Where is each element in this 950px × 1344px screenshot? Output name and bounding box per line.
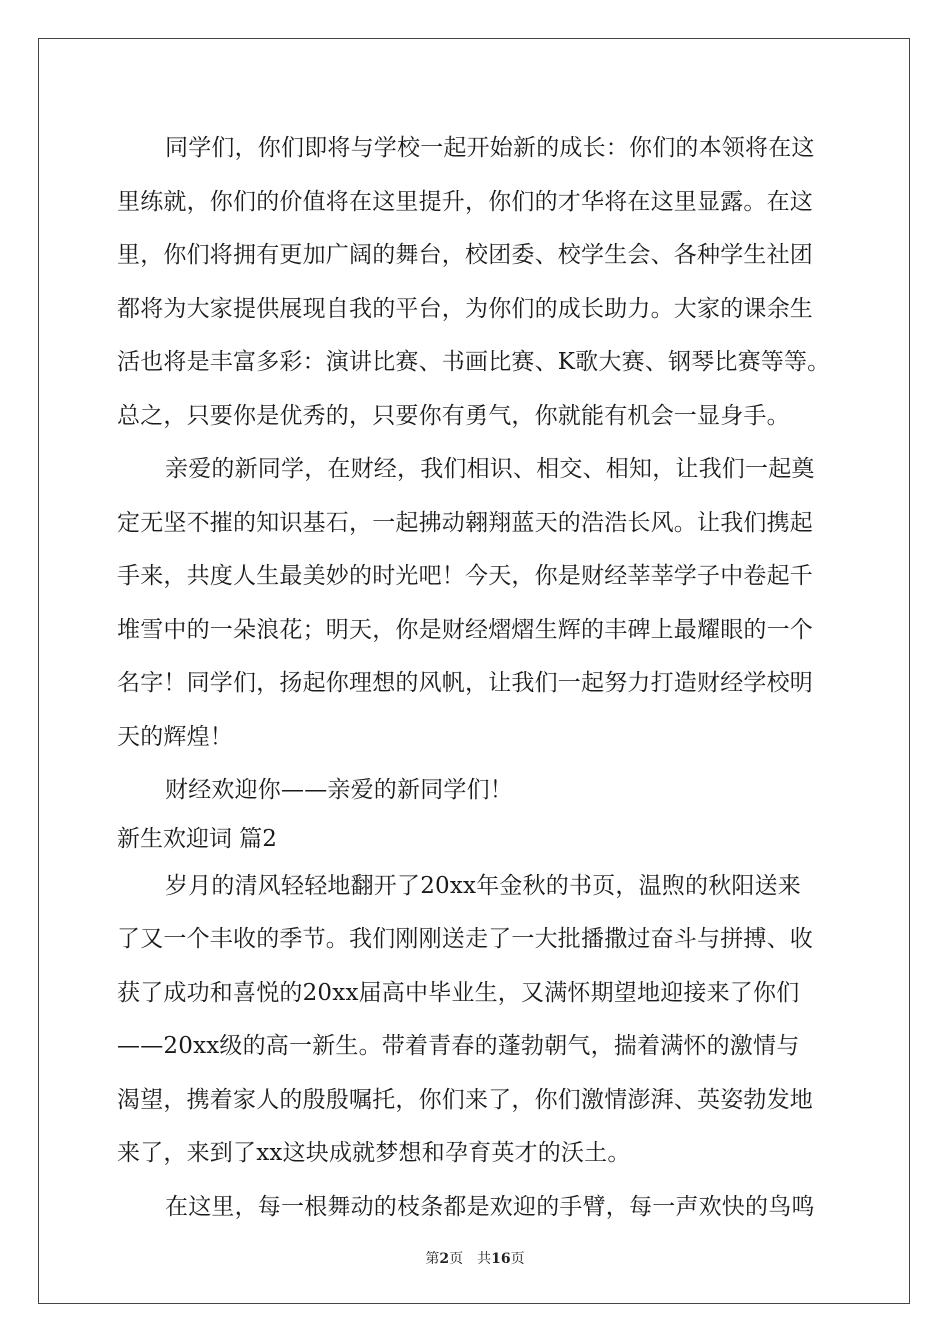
paragraph-4-line: 获了成功和喜悦的20xx届高中毕业生，又满怀期望地迎接来了你们 <box>117 979 800 1006</box>
paragraph-1-line: 活也将是丰富多彩：演讲比赛、书画比赛、K歌大赛、钢琴比赛等等。 <box>117 349 831 375</box>
paragraph-3-line: 财经欢迎你——亲爱的新同学们！ <box>165 777 513 803</box>
paragraph-4-line: 了又一个丰收的季节。我们刚刚送走了一大批播撒过奋斗与拼搏、收 <box>117 926 813 952</box>
paragraph-1-line: 里练就，你们的价值将在这里提升，你们的才华将在这里显露。在这 <box>117 188 813 215</box>
paragraph-1-line: 都将为大家提供展现自我的平台，为你们的成长助力。大家的课余生 <box>117 295 813 322</box>
paragraph-5-line: 在这里，每一根舞动的枝条都是欢迎的手臂，每一声欢快的鸟鸣 <box>165 1193 815 1220</box>
paragraph-2-line: 天的辉煌！ <box>117 723 233 750</box>
footer-page-number: 2 <box>439 1251 450 1267</box>
paragraph-2-line: 定无坚不摧的知识基石，一起拂动翱翔蓝天的浩浩长风。让我们携起 <box>117 509 813 536</box>
paragraph-2-line: 亲爱的新同学，在财经，我们相识、相交、相知，让我们一起奠 <box>165 456 815 482</box>
section-heading: 新生欢迎词 篇2 <box>117 825 277 852</box>
footer-total-pages: 16 <box>491 1251 511 1267</box>
footer-suffix: 页 <box>510 1251 525 1267</box>
paragraph-2-line: 手来，共度人生最美妙的时光吧！今天，你是财经莘莘学子中卷起千 <box>117 563 813 589</box>
paragraph-2-line: 堆雪中的一朵浪花；明天，你是财经熠熠生辉的丰碑上最耀眼的一个 <box>117 616 813 643</box>
footer-mid: 页 共 <box>449 1251 492 1267</box>
paragraph-1-line: 总之，只要你是优秀的，只要你有勇气，你就能有机会一显身手。 <box>117 402 790 429</box>
paragraph-4-line: ——20xx级的高一新生。带着青春的蓬勃朝气，揣着满怀的激情与 <box>117 1033 800 1059</box>
paragraph-4-line: 渴望，携着家人的殷殷嘱托，你们来了，你们激情澎湃、英姿勃发地 <box>117 1086 813 1113</box>
paragraph-1-line: 同学们，你们即将与学校一起开始新的成长：你们的本领将在这 <box>165 135 815 161</box>
paragraph-2-line: 名字！同学们，扬起你理想的风帆，让我们一起努力打造财经学校明 <box>117 670 813 696</box>
page-footer <box>0 1248 950 1268</box>
footer-prefix: 第 <box>425 1251 440 1267</box>
paragraph-4-line: 来了，来到了xx这块成就梦想和孕育英才的沃土。 <box>117 1140 631 1166</box>
paragraph-4-line: 岁月的清风轻轻地翻开了20xx年金秋的书页，温煦的秋阳送来 <box>165 872 802 899</box>
document-body <box>117 122 837 1234</box>
paragraph-1-line: 里，你们将拥有更加广阔的舞台，校团委、校学生会、各种学生社团 <box>117 242 813 268</box>
